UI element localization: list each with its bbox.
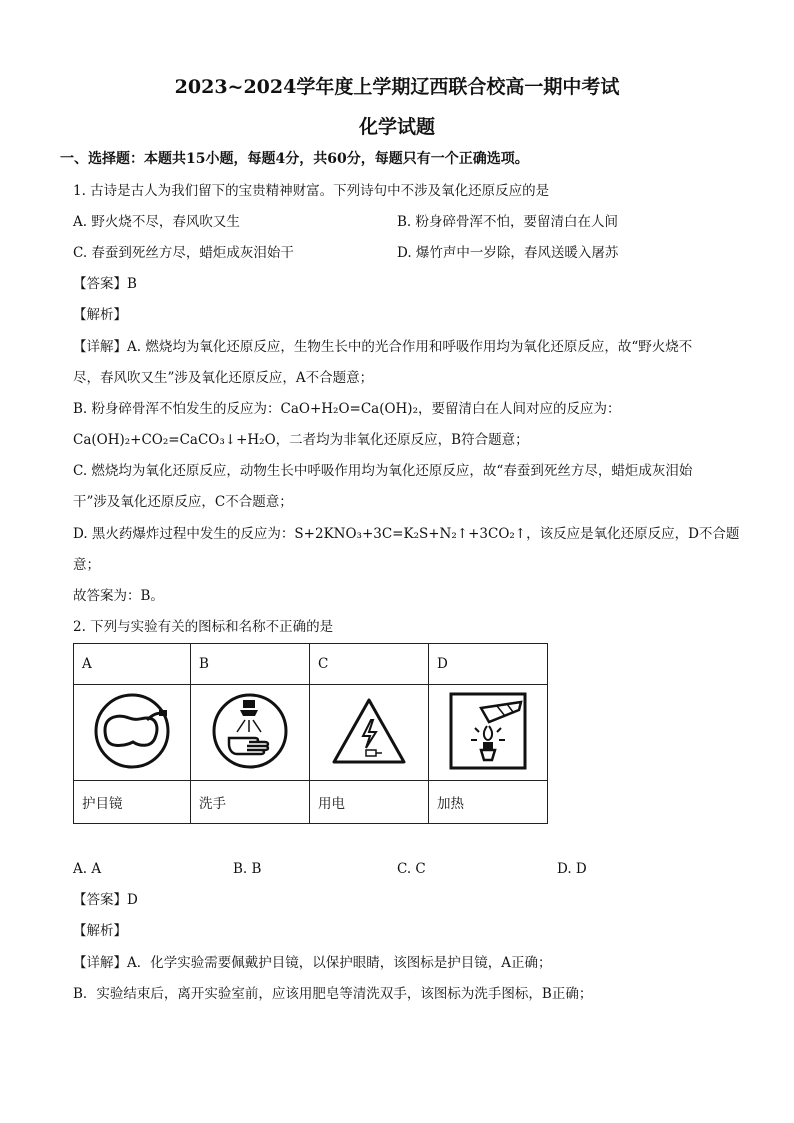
section-heading: 一、选择题：本题共15小题，每题4分，共60分，每题只有一个正确选项。: [60, 151, 529, 167]
table-label-cell: 用电: [310, 781, 429, 824]
table-header-cell: A: [74, 644, 191, 685]
table-header-cell: D: [429, 644, 548, 685]
q1-option-d: D. 爆竹声中一岁除，春风送暖入屠苏: [397, 245, 619, 261]
table-header-row: [74, 644, 548, 685]
q2-detail-line: 【详解】A．化学实验需要佩戴护目镜，以保护眼睛，该图标是护目镜，A正确；: [73, 955, 552, 971]
goggles-icon-cell: [74, 685, 191, 781]
electric-icon-cell: [310, 685, 429, 781]
heating-icon: [445, 688, 531, 774]
exam-title: 2023~2024学年度上学期辽西联合校高一期中考试: [174, 76, 620, 98]
heating-icon-cell: [429, 685, 548, 781]
q2-option-b: B. B: [233, 861, 262, 877]
table-header-cell: C: [310, 644, 429, 685]
q2-option-c: C. C: [397, 861, 426, 877]
safety-icon-table: [73, 643, 548, 824]
q1-detail-line: 故答案为：B。: [73, 588, 164, 604]
q1-detail-line: 【详解】A. 燃烧均为氧化还原反应，生物生长中的光合作用和呼吸作用均为氧化还原反应，故“野火烧不: [73, 339, 693, 355]
goggles-icon: [89, 688, 175, 774]
q1-option-b: B. 粉身碎骨浑不怕，要留清白在人间: [397, 214, 619, 230]
q2-stem: 2. 下列与实验有关的图标和名称不正确的是: [73, 619, 334, 635]
q1-detail-line: 意；: [73, 557, 100, 573]
electric-hazard-icon: [326, 688, 412, 774]
q1-option-a: A. 野火烧不尽，春风吹又生: [73, 214, 240, 230]
table-label-cell: 洗手: [191, 781, 310, 824]
q2-answer: 【答案】D: [73, 892, 138, 908]
q2-option-a: A. A: [73, 861, 102, 877]
q1-detail-line: 尽，春风吹又生”涉及氧化还原反应，A不合题意；: [73, 370, 374, 386]
q1-detail-line: Ca(OH)₂+CO₂=CaCO₃↓+H₂O，二者均为非氧化还原反应，B符合题意；: [73, 432, 529, 448]
q1-analysis-label: 【解析】: [73, 307, 127, 323]
q1-detail-line: C. 燃烧均为氧化还原反应，动物生长中呼吸作用均为氧化还原反应，故“春蚕到死丝方尽，蜡炬成灰泪始: [73, 463, 693, 479]
hand-wash-icon-cell: [191, 685, 310, 781]
hand-wash-icon: [207, 688, 293, 774]
q1-detail-line: B. 粉身碎骨浑不怕发生的反应为：CaO+H₂O=Ca(OH)₂，要留清白在人间对应的反应为：: [73, 401, 621, 417]
q1-detail-line: D. 黑火药爆炸过程中发生的反应为：S+2KNO₃+3C=K₂S+N₂↑+3CO₂↑，该反应是氧化还原反应，D不合题: [73, 526, 740, 542]
table-label-cell: 加热: [429, 781, 548, 824]
q1-stem: 1. 古诗是古人为我们留下的宝贵精神财富。下列诗句中不涉及氧化还原反应的是: [73, 183, 550, 199]
table-icon-row: [74, 685, 548, 781]
q1-answer: 【答案】B: [73, 276, 137, 292]
table-label-cell: 护目镜: [74, 781, 191, 824]
q2-detail-line: B．实验结束后，离开实验室前，应该用肥皂等清洗双手，该图标为洗手图标，B正确；: [73, 986, 593, 1002]
table-header-cell: B: [191, 644, 310, 685]
q2-option-d: D. D: [557, 861, 587, 877]
table-label-row: [74, 781, 548, 824]
q1-option-c: C. 春蚕到死丝方尽，蜡炬成灰泪始干: [73, 245, 294, 261]
q2-analysis-label: 【解析】: [73, 923, 127, 939]
exam-subtitle: 化学试题: [358, 116, 435, 138]
q1-detail-line: 干”涉及氧化还原反应，C不合题意；: [73, 494, 293, 510]
